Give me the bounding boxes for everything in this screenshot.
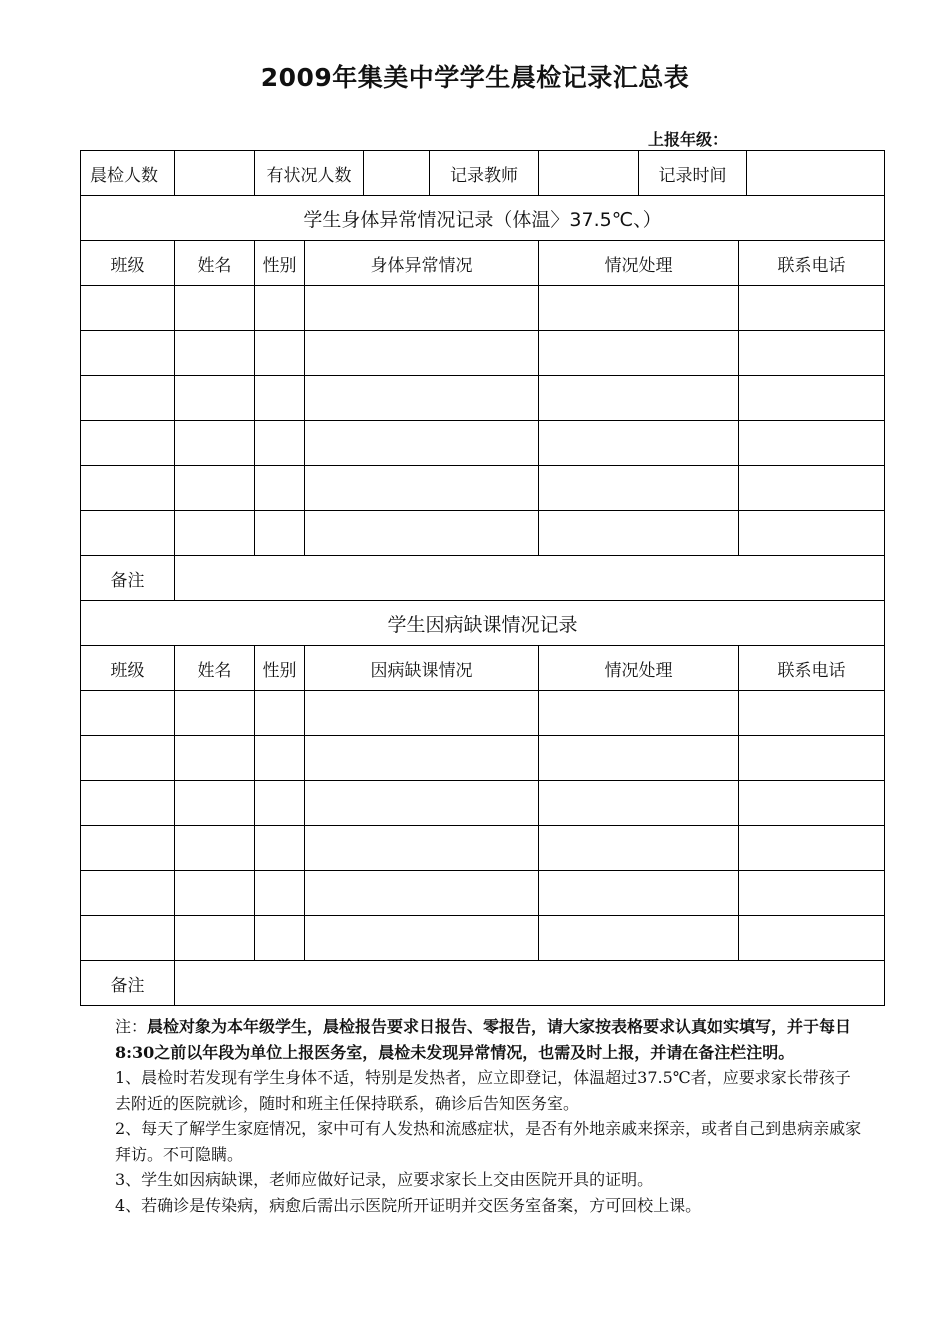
table-cell[interactable] (305, 916, 539, 961)
time-label: 记录时间 (639, 151, 747, 196)
table-cell[interactable] (539, 691, 739, 736)
note-item: 3、学生如因病缺课，老师应做好记录，应要求家长上交由医院开具的证明。 (115, 1170, 654, 1189)
column-header: 姓名 (175, 241, 255, 286)
table-cell[interactable] (305, 736, 539, 781)
table-cell[interactable] (739, 826, 885, 871)
section2-remark-row (81, 961, 885, 1006)
table-cell[interactable] (175, 826, 255, 871)
section2-title: 学生因病缺课情况记录 (81, 601, 885, 646)
table-cell[interactable] (175, 781, 255, 826)
checked-count-label: 晨检人数 (81, 151, 175, 196)
table-cell[interactable] (739, 421, 885, 466)
notes-block (115, 1014, 865, 1218)
page-title: 2009年集美中学学生晨检记录汇总表 (260, 63, 690, 92)
table-cell[interactable] (739, 376, 885, 421)
section1-header-row (81, 241, 885, 286)
table-cell[interactable] (305, 421, 539, 466)
table-row (81, 376, 885, 421)
column-header: 情况处理 (539, 241, 739, 286)
column-header: 班级 (81, 241, 175, 286)
table-cell[interactable] (255, 871, 305, 916)
table-cell[interactable] (81, 916, 175, 961)
table-cell[interactable] (81, 736, 175, 781)
table-cell[interactable] (539, 736, 739, 781)
table-row (81, 511, 885, 556)
table-cell[interactable] (539, 781, 739, 826)
table-cell[interactable] (81, 466, 175, 511)
table-row (81, 421, 885, 466)
table-cell[interactable] (255, 691, 305, 736)
column-header: 姓名 (175, 646, 255, 691)
table-cell[interactable] (305, 466, 539, 511)
teacher-field[interactable] (539, 151, 639, 196)
table-cell[interactable] (81, 781, 175, 826)
table-cell[interactable] (739, 781, 885, 826)
table-cell[interactable] (175, 916, 255, 961)
remark-label: 备注 (81, 961, 175, 1006)
remark-label: 备注 (81, 556, 175, 601)
table-cell[interactable] (539, 286, 739, 331)
column-header: 班级 (81, 646, 175, 691)
remark-field[interactable] (175, 556, 885, 601)
note-item: 4、若确诊是传染病，病愈后需出示医院所开证明并交医务室备案，方可回校上课。 (115, 1195, 702, 1215)
table-cell[interactable] (739, 286, 885, 331)
table-cell[interactable] (255, 376, 305, 421)
table-cell[interactable] (81, 511, 175, 556)
column-header: 性别 (255, 241, 305, 286)
checked-count-field[interactable] (175, 151, 255, 196)
section1-title-row (81, 196, 885, 241)
section1-title: 学生身体异常情况记录（体温〉37.5℃、） (81, 196, 885, 241)
table-cell[interactable] (81, 826, 175, 871)
table-cell[interactable] (305, 826, 539, 871)
note-item: 2、每天了解学生家庭情况，家中可有人发热和流感症状，是否有外地亲戚来探亲，或者自己到患病亲戚家拜访。不可隐瞒。 (115, 1119, 862, 1164)
table-cell[interactable] (81, 331, 175, 376)
table-cell[interactable] (175, 871, 255, 916)
column-header: 联系电话 (739, 646, 885, 691)
table-cell[interactable] (305, 331, 539, 376)
table-cell[interactable] (175, 691, 255, 736)
table-cell[interactable] (255, 286, 305, 331)
table-row (81, 826, 885, 871)
table-cell[interactable] (81, 376, 175, 421)
header-info-row (81, 151, 885, 196)
column-header: 身体异常情况 (305, 241, 539, 286)
table-cell[interactable] (739, 331, 885, 376)
notes-intro (115, 1014, 865, 1065)
table-row (81, 691, 885, 736)
table-cell[interactable] (305, 871, 539, 916)
table-cell[interactable] (81, 286, 175, 331)
notes-prefix: 注： (115, 1017, 148, 1036)
table-cell[interactable] (255, 826, 305, 871)
table-cell[interactable] (739, 916, 885, 961)
table-row (81, 916, 885, 961)
record-table (80, 150, 885, 1006)
table-cell[interactable] (739, 511, 885, 556)
table-cell[interactable] (305, 781, 539, 826)
table-cell[interactable] (539, 511, 739, 556)
table-cell[interactable] (81, 421, 175, 466)
table-cell[interactable] (175, 736, 255, 781)
table-cell[interactable] (539, 466, 739, 511)
column-header: 联系电话 (739, 241, 885, 286)
time-field[interactable] (747, 151, 885, 196)
report-grade-label: 上报年级： (648, 130, 729, 149)
table-row (81, 736, 885, 781)
table-cell[interactable] (539, 826, 739, 871)
abnormal-count-label: 有状况人数 (255, 151, 364, 196)
table-cell[interactable] (739, 466, 885, 511)
table-cell[interactable] (255, 466, 305, 511)
table-cell[interactable] (175, 376, 255, 421)
table-cell[interactable] (175, 331, 255, 376)
table-cell[interactable] (255, 781, 305, 826)
table-cell[interactable] (539, 376, 739, 421)
table-cell[interactable] (305, 286, 539, 331)
table-cell[interactable] (305, 376, 539, 421)
table-cell[interactable] (81, 871, 175, 916)
column-header: 性别 (255, 646, 305, 691)
table-cell[interactable] (175, 511, 255, 556)
note-item: 1、晨检时若发现有学生身体不适，特别是发热者，应立即登记，体温超过37.5℃者，应要求家长带孩子去附近的医院就诊，随时和班主任保持联系，确诊后告知医务室。 (115, 1068, 851, 1113)
column-header: 情况处理 (539, 646, 739, 691)
table-cell[interactable] (81, 691, 175, 736)
table-cell[interactable] (175, 466, 255, 511)
table-cell[interactable] (255, 511, 305, 556)
table-row (81, 781, 885, 826)
notes-intro-text: 晨检对象为本年级学生，晨检报告要求日报告、零报告，请大家按表格要求认真如实填写，并于每日8:30之前以年段为单位上报医务室，晨检未发现异常情况，也需及时上报，并请在备注栏注明。 (115, 1017, 852, 1062)
table-row (81, 466, 885, 511)
table-cell[interactable] (305, 691, 539, 736)
table-cell[interactable] (539, 916, 739, 961)
table-cell[interactable] (175, 286, 255, 331)
table-cell[interactable] (255, 916, 305, 961)
table-cell[interactable] (305, 511, 539, 556)
section1-remark-row (81, 556, 885, 601)
table-cell[interactable] (255, 331, 305, 376)
column-header: 因病缺课情况 (305, 646, 539, 691)
abnormal-count-field[interactable] (364, 151, 430, 196)
table-cell[interactable] (255, 421, 305, 466)
table-cell[interactable] (739, 871, 885, 916)
section2-title-row (81, 601, 885, 646)
remark-field[interactable] (175, 961, 885, 1006)
table-cell[interactable] (255, 736, 305, 781)
table-row (81, 286, 885, 331)
teacher-label: 记录教师 (430, 151, 539, 196)
section2-header-row (81, 646, 885, 691)
table-cell[interactable] (739, 691, 885, 736)
table-row (81, 871, 885, 916)
table-cell[interactable] (739, 736, 885, 781)
table-cell[interactable] (539, 331, 739, 376)
table-cell[interactable] (539, 421, 739, 466)
table-cell[interactable] (539, 871, 739, 916)
table-row (81, 331, 885, 376)
table-cell[interactable] (175, 421, 255, 466)
